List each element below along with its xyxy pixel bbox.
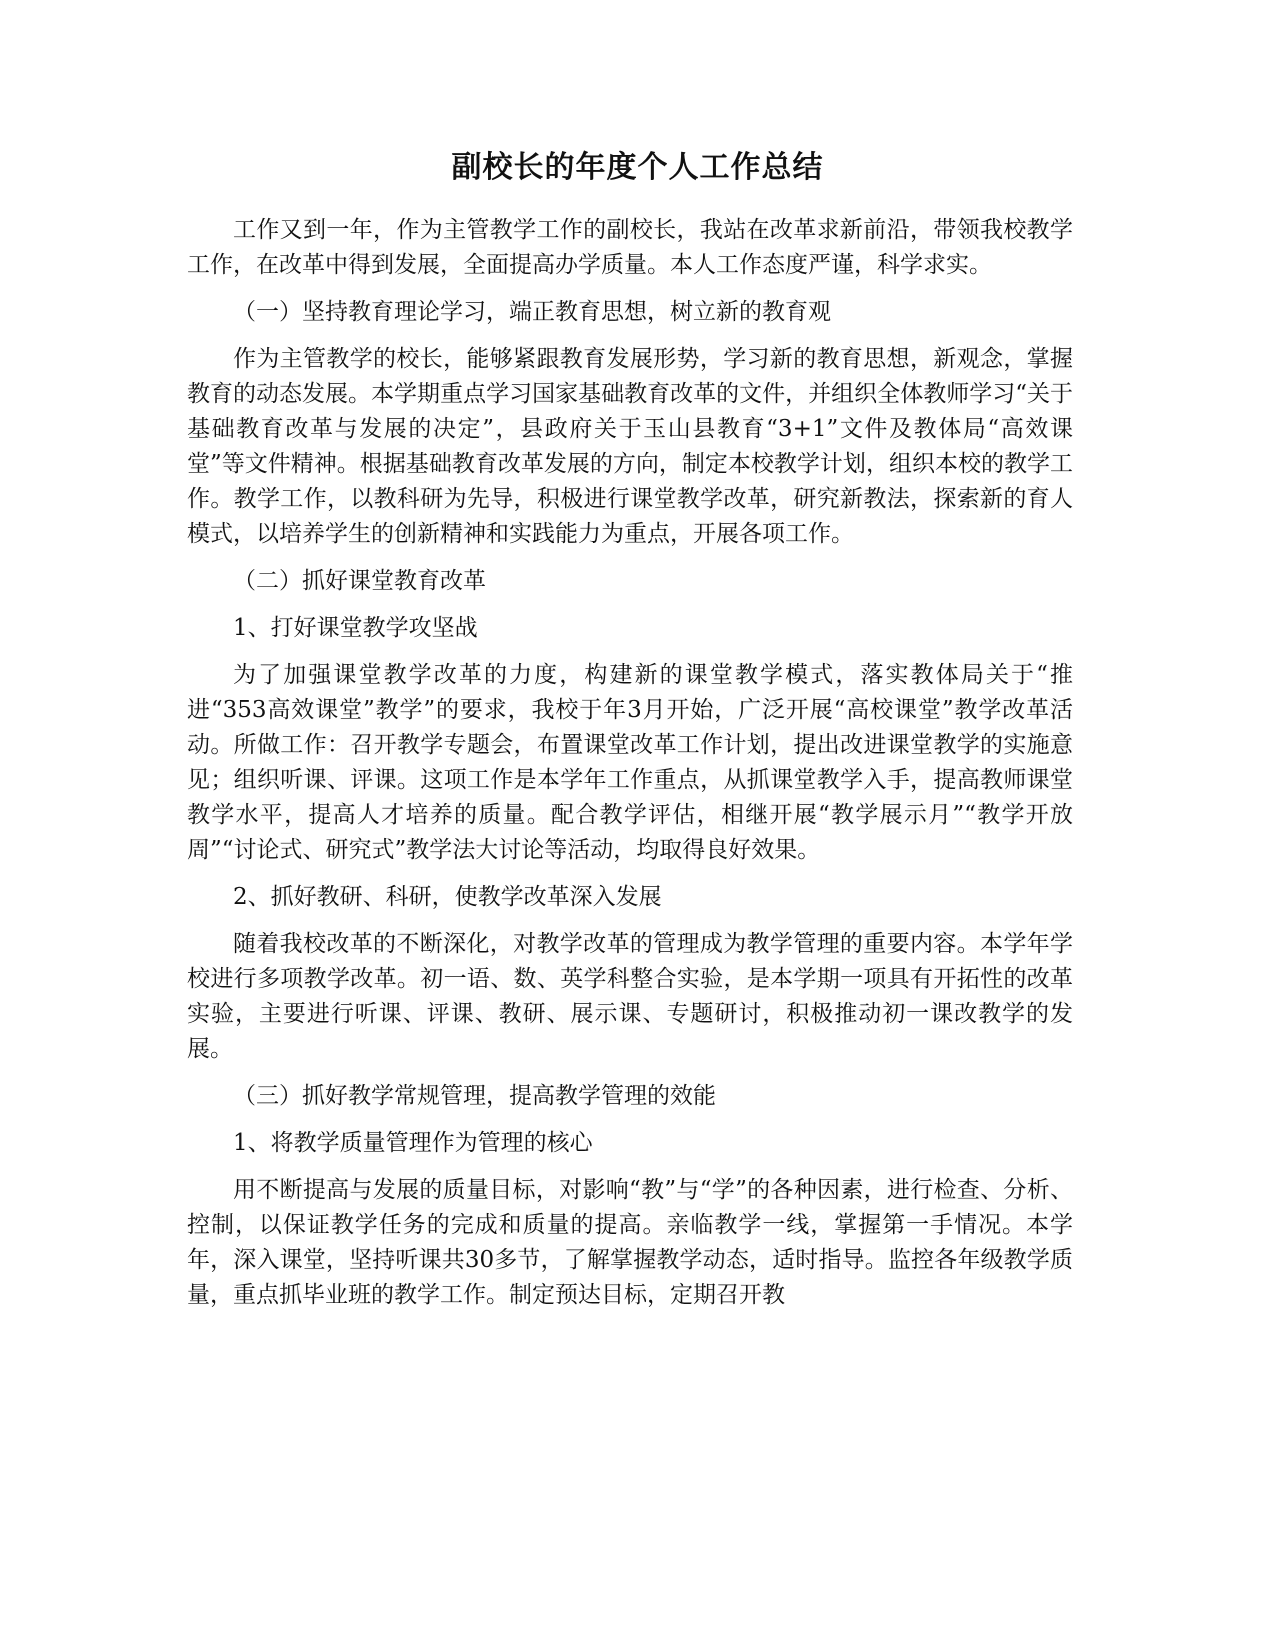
document-title: 副校长的年度个人工作总结 [451,150,824,185]
section-heading-3: （三）抓好教学常规管理，提高教学管理的效能 [233,1083,716,1109]
subheading-2-1: 1、打好课堂教学攻坚战 [233,615,478,641]
paragraph-theory-study: 作为主管教学的校长，能够紧跟教育发展形势，学习新的教育思想，新观念，掌握教育的动态发展。本学期重点学习国家基础教育改革的文件，并组织全体教师学习“关于基础教育改革与发展的决定”，县政府关于玉山县教育“3+1”文件及教体局“高效课堂”等文件精神。根据基础教育改革发展的方向，制定本校教学计划，组织本校的教学工作。教学工作，以教科研为先导，积极进行课堂教学改革，研究新教法，探索新的育人模式，以培养学生的创新精神和实践能力为重点，开展各项工作。 [187,346,1073,547]
paragraph-quality-management: 用不断提高与发展的质量目标，对影响“教”与“学”的各种因素，进行检查、分析、控制，以保证教学任务的完成和质量的提高。亲临教学一线，掌握第一手情况。本学年，深入课堂，坚持听课共30多节，了解掌握教学动态，适时指导。监控各年级教学质量，重点抓毕业班的教学工作。制定预达目标，定期召开教 [187,1177,1073,1308]
document-body [187,213,1073,1325]
paragraph-classroom-reform: 为了加强课堂教学改革的力度，构建新的课堂教学模式，落实教体局关于“推进“353高效课堂”教学”的要求，我校于年3月开始，广泛开展“高校课堂”教学改革活动。所做工作：召开教学专题会，布置课堂改革工作计划，提出改进课堂教学的实施意见；组织听课、评课。这项工作是本学年工作重点，从抓课堂教学入手，提高教师课堂教学水平，提高人才培养的质量。配合教学评估，相继开展“教学展示月”“教学开放周”“讨论式、研究式”教学法大讨论等活动，均取得良好效果。 [187,662,1073,863]
section-heading-1: （一）坚持教育理论学习，端正教育思想，树立新的教育观 [233,299,831,325]
paragraph-research: 随着我校改革的不断深化，对教学改革的管理成为教学管理的重要内容。本学年学校进行多项教学改革。初一语、数、英学科整合实验，是本学期一项具有开拓性的改革实验，主要进行听课、评课、教研、展示课、专题研讨，积极推动初一课改教学的发展。 [187,931,1073,1062]
section-heading-2: （二）抓好课堂教育改革 [233,568,486,594]
subheading-2-2: 2、抓好教研、科研，使教学改革深入发展 [233,884,662,910]
subheading-3-1: 1、将教学质量管理作为管理的核心 [233,1130,593,1156]
paragraph-intro: 工作又到一年，作为主管教学工作的副校长，我站在改革求新前沿，带领我校教学工作，在改革中得到发展，全面提高办学质量。本人工作态度严谨，科学求实。 [187,217,1073,278]
